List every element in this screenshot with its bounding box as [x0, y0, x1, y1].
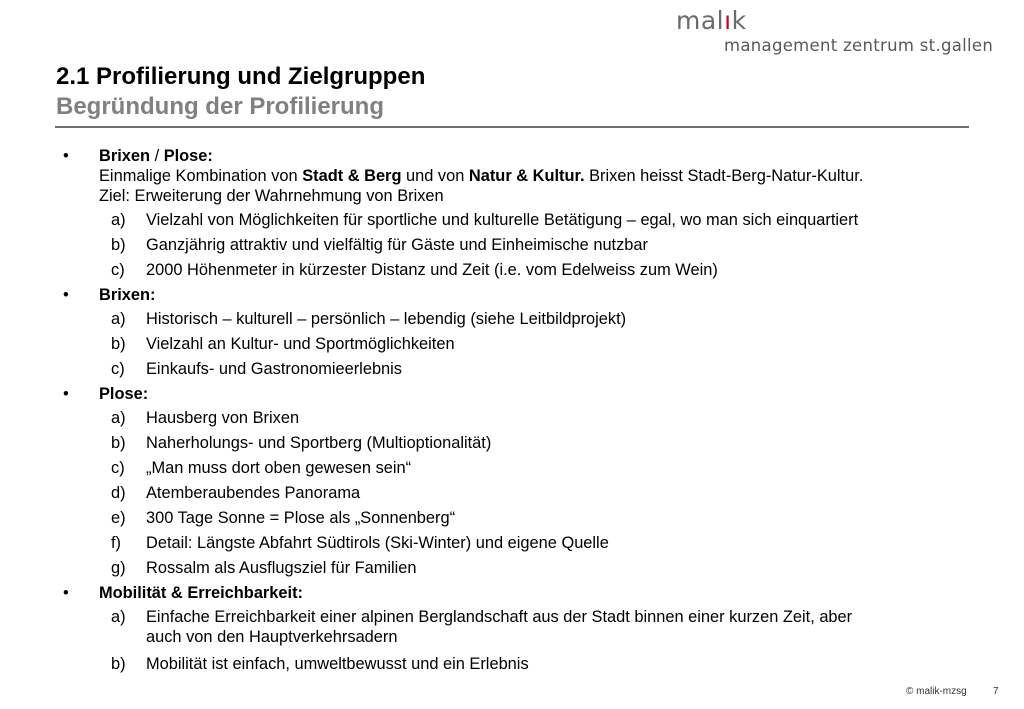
logo-wordmark-part: k	[731, 6, 747, 35]
list-item	[0, 408, 1000, 433]
list-item-letter: a)	[111, 211, 126, 229]
list-item-text: Atemberaubendes Panorama	[146, 484, 361, 502]
list-item	[0, 359, 1000, 384]
list-item	[0, 607, 1000, 654]
bullet-heading	[99, 146, 863, 166]
intro-line: Ziel: Erweiterung der Wahrnehmung von Brixen	[99, 187, 444, 205]
list-item-text-line: Einfache Erreichbarkeit einer alpinen Berglandschaft aus der Stadt binnen einer kurzen Zeit, aber	[146, 608, 853, 626]
bullet-intro	[99, 146, 863, 206]
list-item-text: Mobilität ist einfach, umweltbewusst und ein Erlebnis	[146, 655, 529, 673]
bullet-icon: •	[63, 147, 69, 165]
list-item-text: Hausberg von Brixen	[146, 409, 300, 427]
list-item-letter: b)	[111, 434, 126, 452]
text-run-bold: Natur & Kultur.	[468, 167, 585, 185]
list-item	[0, 235, 1000, 260]
list-item	[0, 654, 1000, 679]
heading-separator: /	[150, 147, 164, 165]
text-run: Brixen heisst Stadt-Berg-Natur-Kultur.	[584, 167, 864, 185]
list-item-text: 2000 Höhenmeter in kürzester Distanz und Zeit (i.e. vom Edelweiss zum Wein)	[146, 261, 718, 279]
list-item-text: Vielzahl von Möglichkeiten für sportliche und kulturelle Betätigung – egal, wo man sich einquartiert	[146, 211, 859, 229]
list-item	[0, 558, 1000, 583]
list-item-letter: a)	[111, 409, 126, 427]
list-item-letter: c)	[111, 360, 125, 378]
bullet-plose	[0, 384, 1000, 408]
logo-wordmark-red-i: ı	[724, 6, 732, 35]
list-item	[0, 260, 1000, 285]
list-item-letter: c)	[111, 261, 125, 279]
bullet-heading: Mobilität & Erreichbarkeit:	[99, 584, 304, 602]
list-item	[0, 533, 1000, 558]
list-item-text: Detail: Längste Abfahrt Südtirols (Ski-Winter) und eigene Quelle	[146, 534, 609, 552]
list-item	[0, 508, 1000, 533]
list-item-letter: a)	[111, 608, 126, 626]
list-item-letter: b)	[111, 335, 126, 353]
list-item-text: 300 Tage Sonne = Plose als „Sonnenberg“	[146, 509, 456, 527]
logo-wordmark	[676, 6, 747, 36]
list-item-text: Rossalm als Ausflugsziel für Familien	[146, 559, 417, 577]
list-item-text: Historisch – kulturell – persönlich – lebendig (siehe Leitbildprojekt)	[146, 310, 627, 328]
list-item-text: Vielzahl an Kultur- und Sportmöglichkeiten	[146, 335, 455, 353]
list-item-letter: b)	[111, 236, 126, 254]
bullet-brixen	[0, 285, 1000, 309]
bullet-heading: Plose:	[99, 385, 149, 403]
list-item-letter: b)	[111, 655, 126, 673]
list-item-text: Naherholungs- und Sportberg (Multioptionalität)	[146, 434, 492, 452]
bullet-brixen-plose	[0, 146, 1000, 210]
page-subtitle: Begründung der Profilierung	[56, 93, 384, 120]
list-item-text: „Man muss dort oben gewesen sein“	[146, 459, 412, 477]
list-item-letter: d)	[111, 484, 126, 502]
page-number: 7	[993, 686, 999, 697]
logo-subtitle: management zentrum st.gallen	[724, 36, 994, 55]
list-item-text	[146, 607, 852, 647]
bullet-icon: •	[63, 385, 69, 403]
list-item-letter: e)	[111, 509, 126, 527]
list-item	[0, 334, 1000, 359]
list-item	[0, 458, 1000, 483]
list-item-letter: a)	[111, 310, 126, 328]
list-item-text: Einkaufs- und Gastronomieerlebnis	[146, 360, 403, 378]
list-item-text-line: auch von den Hauptverkehrsadern	[146, 628, 398, 646]
bullet-heading: Brixen:	[99, 286, 156, 304]
list-item-text: Ganzjährig attraktiv und vielfältig für Gäste und Einheimische nutzbar	[146, 236, 648, 254]
text-run: und von	[401, 167, 469, 185]
list-item	[0, 483, 1000, 508]
content-body	[0, 146, 1000, 679]
list-item-letter: c)	[111, 459, 125, 477]
heading-part: Plose:	[163, 147, 213, 165]
list-item	[0, 309, 1000, 334]
bullet-icon: •	[63, 286, 69, 304]
footer-copyright: © malik-mzsg	[906, 686, 967, 697]
list-item-letter: f)	[111, 534, 122, 552]
text-run-bold: Stadt & Berg	[302, 167, 402, 185]
title-divider	[55, 126, 969, 128]
intro-line	[99, 166, 863, 186]
heading-part: Brixen	[99, 147, 151, 165]
page-title: 2.1 Profilierung und Zielgruppen	[56, 63, 426, 90]
bullet-icon: •	[63, 584, 69, 602]
list-item	[0, 433, 1000, 458]
list-item	[0, 210, 1000, 235]
bullet-mobilitaet	[0, 583, 1000, 607]
list-item-letter: g)	[111, 559, 126, 577]
text-run: Einmalige Kombination von	[99, 167, 303, 185]
logo	[676, 6, 994, 55]
logo-wordmark-part: mal	[676, 6, 725, 35]
